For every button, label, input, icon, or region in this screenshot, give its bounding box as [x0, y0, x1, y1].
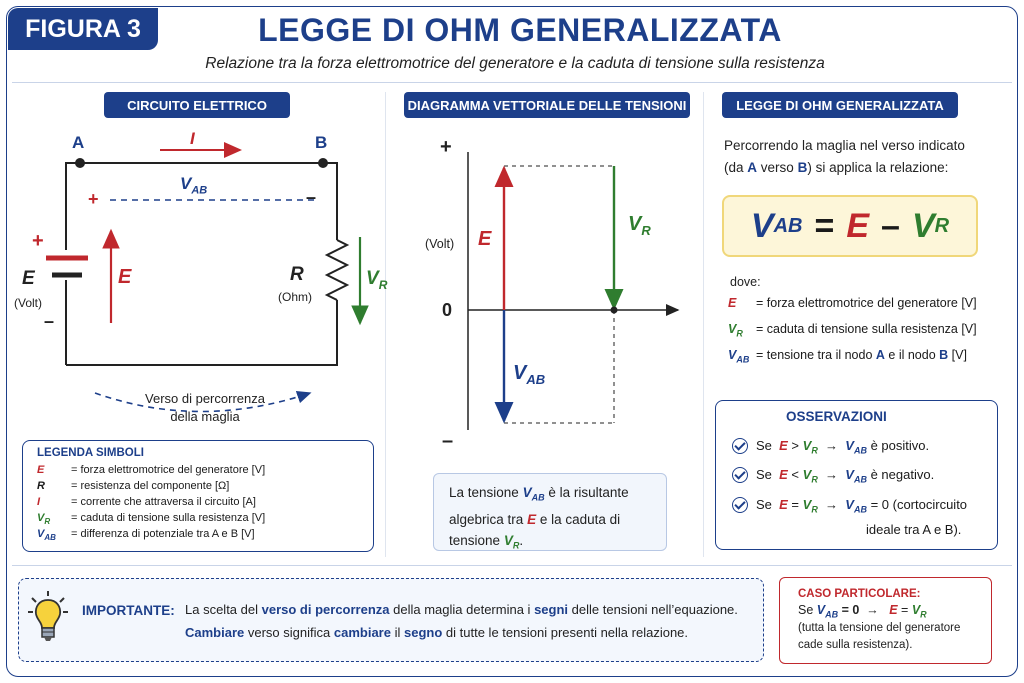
important-label: IMPORTANTE: — [82, 603, 175, 618]
vab-vector-label: $V_{AB}$ — [513, 362, 546, 387]
header-divider — [12, 82, 1012, 83]
node-b-label: B — [315, 133, 328, 152]
important-text: La scelta del verso di percorrenza della maglia determina i segni delle tensioni nell’equazione. Cambiare verso significa cambiare il segno di tutte le tensioni presenti nella relazione. — [185, 602, 738, 640]
legend-row: $V_{AB}$ = differenza di potenziale tra A e B [V] — [37, 528, 255, 543]
vab-label: $V_{AB}$ — [180, 174, 208, 197]
figure-badge: FIGURA 3 — [8, 8, 158, 50]
definition-row: $V_{AB}$ = tensione tra il nodo A e il nodo B [V] — [728, 348, 967, 365]
legend-row: $V_R$ = caduta di tensione sulla resistenza [V] — [37, 512, 266, 527]
node-b-dot — [318, 158, 328, 168]
definition-row: $V_R$ = caduta di tensione sulla resistenza [V] — [728, 322, 977, 339]
circuit-heading: CIRCUITO ELETTRICO — [104, 92, 290, 118]
origin-point — [611, 307, 618, 314]
law-intro: Percorrendo la maglia nel verso indicato (da A verso B) si applica la relazione: — [724, 138, 965, 175]
observations-title: OSSERVAZIONI — [786, 409, 887, 424]
emf-arrow-label: E — [118, 266, 132, 288]
vr-vector-label: $V_R$ — [628, 213, 651, 238]
column-separator — [703, 92, 704, 557]
circuit-diagram — [10, 125, 388, 435]
node-a-dot — [75, 158, 85, 168]
loop-direction-text: Verso di percorrenza della maglia — [145, 391, 265, 424]
y-axis-minus: – — [442, 430, 454, 452]
special-case-title: CASO PARTICOLARE: — [798, 588, 921, 600]
y-axis-plus: + — [440, 136, 452, 158]
legend-row: R = resistenza del componente [Ω] — [37, 480, 230, 492]
legend-box — [22, 440, 374, 552]
observation-row: Se E < $V_R$ → $V_{AB}$ è negativo. — [732, 465, 934, 490]
resistor-symbol-label: R — [290, 264, 304, 285]
battery-unit-label: (Volt) — [14, 296, 43, 310]
y-axis-zero: 0 — [442, 300, 453, 320]
vector-heading: DIAGRAMMA VETTORIALE DELLE TENSIONI — [404, 92, 690, 118]
legend-row: E = forza elettromotrice del generatore [V] — [37, 464, 266, 476]
battery-plus-sign: + — [32, 230, 44, 252]
vector-diagram — [386, 130, 703, 460]
current-label: I — [190, 129, 195, 148]
special-case-condition: Se $V_{AB} = 0$ → $E = V_R$ — [798, 603, 927, 620]
observation-row: Se E > $V_R$ → $V_{AB}$ è positivo. — [732, 436, 929, 461]
ohm-formula: V AB = E – V R — [722, 195, 978, 257]
check-icon — [732, 467, 748, 483]
vector-caption-box — [433, 473, 667, 551]
dove-label: dove: — [730, 275, 761, 289]
e-vector-label: E — [478, 228, 492, 250]
check-icon — [732, 438, 748, 454]
law-heading: LEGGE DI OHM GENERALIZZATA — [722, 92, 958, 118]
y-axis-unit: (Volt) — [425, 237, 455, 251]
resistor-symbol — [327, 240, 347, 300]
page-title: LEGGE DI OHM GENERALIZZATA — [258, 12, 782, 48]
vab-plus-sign: + — [88, 189, 99, 209]
battery-symbol-label: E — [22, 268, 35, 289]
vector-caption: La tensione $V_{AB}$ è la risultante algebrica tra E e la caduta di tensione $V_R$. — [449, 485, 629, 551]
resistor-unit-label: (Ohm) — [278, 290, 312, 304]
special-case-note: (tutta la tensione del generatore cade sulla resistenza). — [798, 622, 961, 651]
observation-row: Se $E = V_R \to V_{AB} = 0$ (cortocircuito ideale tra A e B). — [732, 495, 967, 540]
legend-row: I = corrente che attraversa il circuito [A] — [37, 496, 256, 508]
battery-minus-sign: – — [44, 311, 55, 331]
page-subtitle: Relazione tra la forza elettromotrice del generatore e la caduta di tensione sulla resistenza — [205, 55, 825, 72]
check-icon — [732, 497, 748, 513]
vr-label: $V_R$ — [366, 268, 388, 292]
node-a-label: A — [72, 133, 85, 152]
lightbulb-icon — [28, 590, 68, 644]
footer-divider — [12, 565, 1012, 566]
legend-title: LEGENDA SIMBOLI — [37, 447, 144, 459]
definition-row: E = forza elettromotrice del generatore [V] — [728, 296, 977, 310]
vab-minus-sign: – — [306, 187, 317, 207]
